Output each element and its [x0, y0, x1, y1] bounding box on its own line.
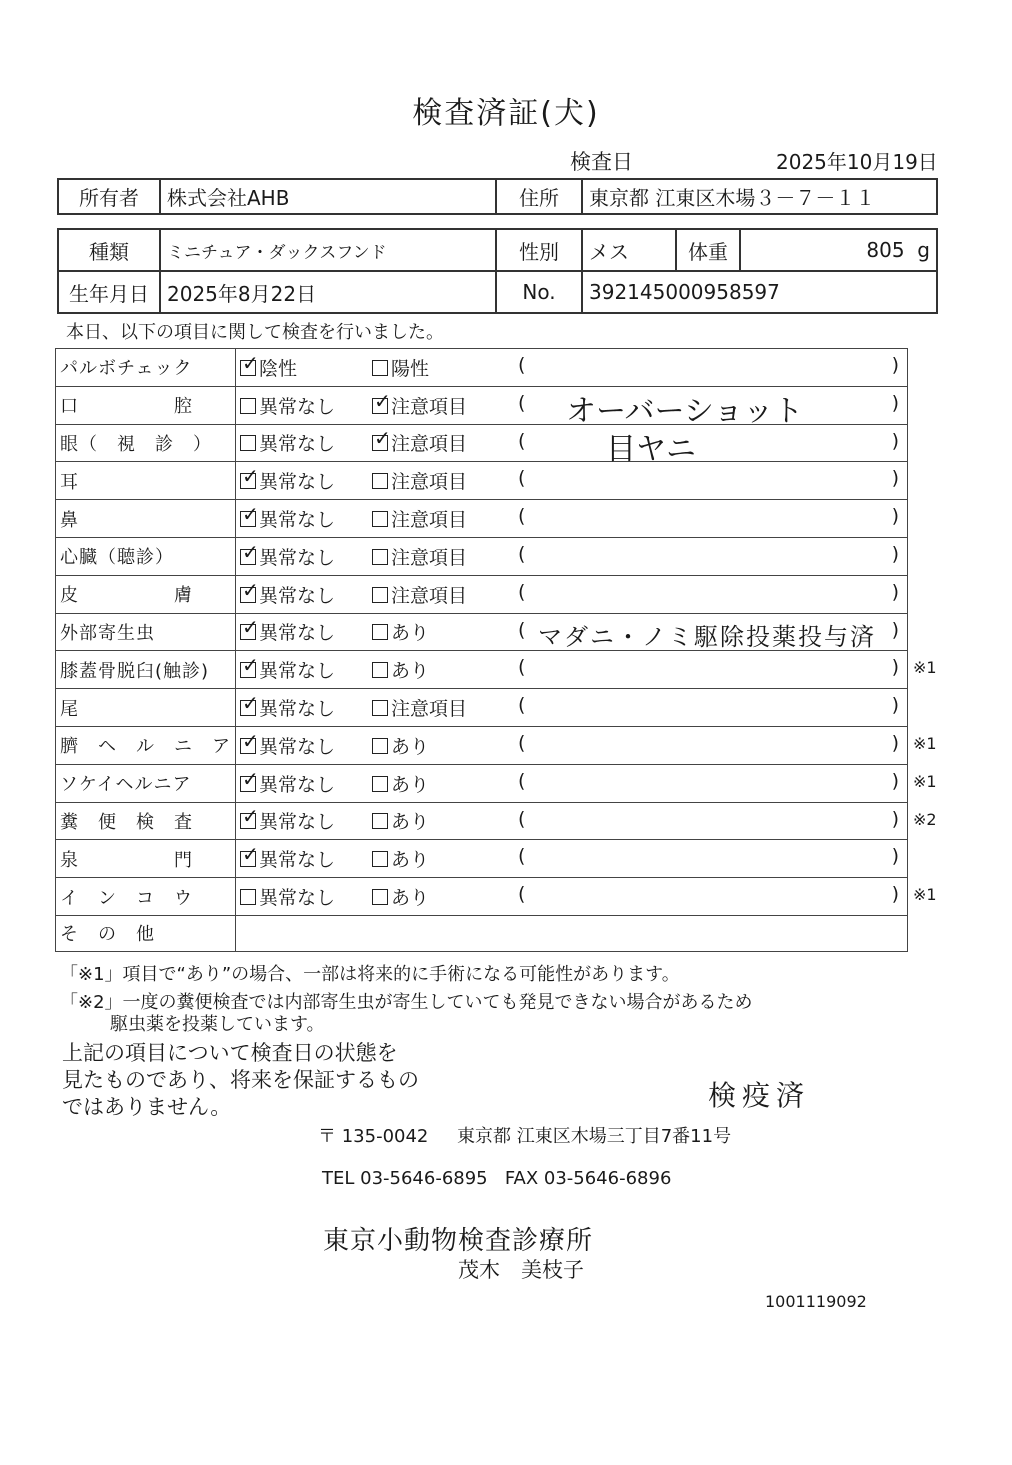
handwritten-eye-note: 目ヤニ — [606, 432, 696, 467]
checkup-options — [236, 575, 515, 613]
checkup-item-label: 臍 ヘ ル ニ ア — [56, 726, 236, 764]
checkup-options — [236, 613, 515, 651]
open-paren: ( — [518, 391, 526, 414]
other-notes-cell — [236, 915, 908, 951]
checkup-row — [56, 840, 908, 878]
checkup-item-label: パルボチェック — [56, 349, 236, 387]
open-paren: ( — [518, 354, 526, 376]
checkup-item-label: イ ン コ ウ — [56, 878, 236, 916]
checkup-option-label: 異常なし — [259, 622, 336, 645]
weight-value: 805 — [866, 238, 905, 262]
checkup-option-label: 陰性 — [259, 357, 298, 380]
number-value: 392145000958597 — [582, 271, 937, 313]
close-paren: ) — [891, 580, 899, 603]
document-title: 検査済証(犬) — [412, 96, 600, 131]
checkbox-icon[interactable] — [240, 738, 256, 754]
checkbox-icon[interactable] — [240, 662, 256, 678]
checkup-options — [236, 651, 515, 689]
checkup-option-2 — [372, 354, 502, 381]
close-paren: ) — [891, 845, 899, 868]
checkup-row — [56, 462, 908, 500]
close-paren: ) — [891, 618, 899, 641]
checkup-note — [514, 689, 908, 727]
close-paren: ) — [891, 883, 899, 906]
checkup-item-label: ソケイヘルニア — [56, 764, 236, 802]
checkup-item-label: 口 腔 — [56, 386, 236, 424]
checkup-note — [514, 613, 908, 651]
address-value: 東京都 江東区木場３－７－１１ — [582, 179, 937, 214]
checkbox-icon[interactable] — [240, 889, 256, 905]
checkup-option-2 — [372, 656, 502, 683]
checkbox-icon[interactable] — [372, 435, 388, 451]
checkup-options — [236, 500, 515, 538]
checkup-option-1 — [240, 354, 372, 381]
checkup-row — [56, 878, 908, 916]
open-paren: ( — [518, 429, 526, 452]
checkup-option-1 — [240, 467, 372, 494]
open-paren: ( — [518, 883, 526, 906]
checkup-option-2 — [372, 429, 502, 456]
breed-label: 種類 — [58, 229, 160, 271]
checkbox-icon[interactable] — [240, 473, 256, 489]
checkup-note — [514, 878, 908, 916]
close-paren: ) — [891, 694, 899, 717]
footnote-mark: ※2 — [913, 810, 937, 829]
checkup-item-label: 膝蓋骨脱臼(触診) — [56, 651, 236, 689]
checkup-option-2 — [372, 467, 502, 494]
checkup-option-label: 注意項目 — [391, 433, 468, 456]
checkup-option-2 — [372, 543, 502, 570]
owner-label: 所有者 — [58, 179, 160, 214]
checkup-options — [236, 462, 515, 500]
contact-line — [322, 1168, 671, 1189]
checkup-option-label: 注意項目 — [391, 698, 468, 721]
checkbox-icon[interactable] — [372, 398, 388, 414]
close-paren: ) — [891, 354, 899, 376]
checkup-option-label: 異常なし — [259, 773, 336, 796]
checkup-option-label: 異常なし — [259, 509, 336, 532]
checkup-option-label: 異常なし — [259, 887, 336, 910]
checkup-note — [514, 500, 908, 538]
checkbox-icon[interactable] — [372, 587, 388, 603]
open-paren: ( — [518, 505, 526, 528]
checkbox-icon[interactable] — [240, 624, 256, 640]
checkup-options — [236, 764, 515, 802]
checkbox-icon[interactable] — [240, 549, 256, 565]
checkup-option-label: 注意項目 — [391, 546, 468, 569]
checkup-option-2 — [372, 845, 502, 872]
close-paren: ) — [891, 731, 899, 754]
checkup-option-1 — [240, 581, 372, 608]
checkbox-icon[interactable] — [240, 587, 256, 603]
checkbox-icon[interactable] — [372, 662, 388, 678]
number-label: No. — [496, 271, 582, 313]
checkup-option-label: あり — [391, 735, 430, 758]
checkup-options — [236, 840, 515, 878]
open-paren: ( — [518, 845, 526, 868]
open-paren: ( — [518, 769, 526, 792]
checkup-option-label: 異常なし — [259, 698, 336, 721]
checkup-option-label: 注意項目 — [391, 395, 468, 418]
fax-number: FAX 03-5646-6896 — [504, 1168, 672, 1189]
checkup-row — [56, 575, 908, 613]
checkup-option-2 — [372, 618, 502, 645]
checkbox-icon[interactable] — [240, 360, 256, 376]
checkup-row — [56, 689, 908, 727]
open-paren: ( — [518, 807, 526, 830]
checkup-option-1 — [240, 883, 372, 910]
checkbox-icon[interactable] — [240, 813, 256, 829]
checkup-option-2 — [372, 807, 502, 834]
checkup-options — [236, 878, 515, 916]
disclaimer-line-3: ではありません。 — [62, 1095, 232, 1119]
checkup-row — [56, 764, 908, 802]
checkup-row — [56, 500, 908, 538]
checkup-option-2 — [372, 883, 502, 910]
birth-label: 生年月日 — [58, 271, 160, 313]
checkup-note — [514, 462, 908, 500]
animal-table — [57, 228, 938, 314]
checkup-item-label: 心臓（聴診） — [56, 537, 236, 575]
checkup-option-label: 異常なし — [259, 660, 336, 683]
checkup-table — [55, 348, 908, 952]
checkup-option-1 — [240, 429, 372, 456]
checkbox-icon[interactable] — [372, 776, 388, 792]
checkbox-icon[interactable] — [240, 700, 256, 716]
checkup-option-2 — [372, 392, 502, 419]
checkup-row — [56, 802, 908, 840]
checkup-row — [56, 915, 908, 951]
checkup-item-label: 皮 膚 — [56, 575, 236, 613]
checkbox-icon[interactable] — [372, 889, 388, 905]
checkup-option-label: 注意項目 — [391, 509, 468, 532]
checkup-item-label: 尾 — [56, 689, 236, 727]
clinic-address: 東京都 江東区木場三丁目7番11号 — [457, 1126, 732, 1147]
checkup-option-1 — [240, 732, 372, 759]
checkup-option-label: あり — [391, 811, 430, 834]
checkbox-icon[interactable] — [240, 851, 256, 867]
footnote-mark: ※1 — [913, 734, 937, 753]
checkup-note — [514, 726, 908, 764]
inspection-date-label: 検査日 — [570, 150, 633, 174]
checkup-row — [56, 651, 908, 689]
checkup-options — [236, 386, 515, 424]
checkbox-icon[interactable] — [240, 776, 256, 792]
checkup-option-1 — [240, 505, 372, 532]
checkup-item-label: そ の 他 — [56, 915, 236, 951]
checkup-option-label: 異常なし — [259, 433, 336, 456]
checkup-option-2 — [372, 505, 502, 532]
checkup-row — [56, 613, 908, 651]
checkup-option-1 — [240, 618, 372, 645]
serial-number: 1001119092 — [765, 1292, 867, 1311]
handwritten-oral-note: オーバーショット — [566, 394, 804, 429]
weight-cell — [740, 229, 937, 271]
checkup-option-label: 異常なし — [259, 849, 336, 872]
checkup-option-label: 異常なし — [259, 471, 336, 494]
checkup-note — [514, 802, 908, 840]
checkup-option-label: 陽性 — [391, 357, 430, 380]
open-paren: ( — [518, 542, 526, 565]
disclaimer-line-1: 上記の項目について検査日の状態を — [62, 1041, 398, 1065]
close-paren: ) — [891, 505, 899, 528]
checkup-option-label: あり — [391, 622, 430, 645]
disclaimer — [62, 1040, 419, 1121]
footnote-mark: ※1 — [913, 658, 937, 677]
checkup-option-label: 異常なし — [259, 735, 336, 758]
open-paren: ( — [518, 656, 526, 679]
checkup-note-text: マダニ・ノミ駆除投薬投与済 — [538, 622, 876, 651]
checkbox-icon[interactable] — [240, 435, 256, 451]
checkbox-icon[interactable] — [240, 511, 256, 527]
close-paren: ) — [891, 391, 899, 414]
weight-unit: g — [917, 238, 930, 262]
checkup-options — [236, 802, 515, 840]
close-paren: ) — [891, 429, 899, 452]
checkup-options — [236, 689, 515, 727]
checkbox-icon[interactable] — [372, 624, 388, 640]
checkup-options — [236, 349, 515, 387]
address-label: 住所 — [496, 179, 582, 214]
checkup-item-label: 外部寄生虫 — [56, 613, 236, 651]
breed-value: ミニチュア・ダックスフンド — [160, 229, 496, 271]
owner-table — [57, 178, 938, 215]
checkup-note — [514, 575, 908, 613]
close-paren: ) — [891, 769, 899, 792]
checkup-option-1 — [240, 694, 372, 721]
checkup-option-2 — [372, 581, 502, 608]
postal-code: 〒 135-0042 — [318, 1126, 429, 1147]
inspection-date: 2025年10月19日 — [776, 150, 938, 174]
checkup-options — [236, 537, 515, 575]
close-paren: ) — [891, 467, 899, 490]
checkbox-icon[interactable] — [372, 360, 388, 376]
footnote-mark: ※1 — [913, 885, 937, 904]
checkup-row — [56, 726, 908, 764]
checkup-option-label: あり — [391, 849, 430, 872]
checkup-option-2 — [372, 770, 502, 797]
checkbox-icon[interactable] — [372, 473, 388, 489]
checkup-option-label: あり — [391, 660, 430, 683]
close-paren: ) — [891, 542, 899, 565]
intro-text: 本日、以下の項目に関して検査を行いました。 — [66, 322, 444, 343]
weight-label: 体重 — [676, 229, 740, 271]
checkup-options — [236, 424, 515, 462]
footnote-2b: 駆虫薬を投薬しています。 — [110, 1014, 325, 1035]
open-paren: ( — [518, 618, 526, 641]
checkup-option-label: 注意項目 — [391, 584, 468, 607]
checkup-option-1 — [240, 392, 372, 419]
close-paren: ) — [891, 807, 899, 830]
footnote-1: 「※1」項目で“あり”の場合、一部は将来的に手術になる可能性があります。 — [60, 964, 680, 985]
open-paren: ( — [518, 694, 526, 717]
owner-value: 株式会社AHB — [160, 179, 496, 214]
checkup-item-label: 鼻 — [56, 500, 236, 538]
checkup-note — [514, 537, 908, 575]
checkup-option-1 — [240, 770, 372, 797]
sex-label: 性別 — [496, 229, 582, 271]
footnote-2a: 「※2」一度の糞便検査では内部寄生虫が寄生していても発見できない場合があるため — [60, 992, 753, 1013]
close-paren: ) — [891, 656, 899, 679]
checkup-option-label: 異常なし — [259, 811, 336, 834]
checkup-note — [514, 840, 908, 878]
checkbox-icon[interactable] — [372, 738, 388, 754]
checkbox-icon[interactable] — [372, 851, 388, 867]
checkup-option-1 — [240, 807, 372, 834]
checkup-note — [514, 764, 908, 802]
checkup-option-1 — [240, 543, 372, 570]
checkup-option-1 — [240, 845, 372, 872]
tel-number: TEL 03-5646-6895 — [322, 1168, 488, 1189]
checkbox-icon[interactable] — [372, 511, 388, 527]
checkup-option-2 — [372, 732, 502, 759]
checkup-row — [56, 349, 908, 387]
checkup-option-2 — [372, 694, 502, 721]
checkup-item-label: 眼（ 視 診 ） — [56, 424, 236, 462]
birth-value: 2025年8月22日 — [160, 271, 496, 313]
checkup-option-label: あり — [391, 773, 430, 796]
clinic-name: 東京小動物検査診療所 — [323, 1226, 594, 1256]
checkup-option-label: 注意項目 — [391, 471, 468, 494]
checkup-options — [236, 726, 515, 764]
checkup-option-label: 異常なし — [259, 395, 336, 418]
quarantine-stamp: 検疫済 — [708, 1079, 811, 1112]
checkup-item-label: 耳 — [56, 462, 236, 500]
checkup-item-label: 泉 門 — [56, 840, 236, 878]
open-paren: ( — [518, 580, 526, 603]
open-paren: ( — [518, 731, 526, 754]
checkup-option-label: 異常なし — [259, 546, 336, 569]
checkup-option-1 — [240, 656, 372, 683]
checkup-note — [514, 651, 908, 689]
checkup-option-label: あり — [391, 887, 430, 910]
open-paren: ( — [518, 467, 526, 490]
checkbox-icon[interactable] — [372, 813, 388, 829]
responsible-person: 茂木 美枝子 — [458, 1258, 584, 1282]
checkbox-icon[interactable] — [372, 700, 388, 716]
footnote-mark: ※1 — [913, 772, 937, 791]
checkbox-icon[interactable] — [240, 398, 256, 414]
disclaimer-line-2: 見たものであり、将来を保証するもの — [62, 1068, 419, 1092]
checkup-note — [514, 349, 908, 387]
clinic-address-line — [318, 1122, 731, 1148]
checkup-item-label: 糞 便 検 査 — [56, 802, 236, 840]
sex-value: メス — [582, 229, 676, 271]
checkup-row — [56, 537, 908, 575]
checkup-option-label: 異常なし — [259, 584, 336, 607]
checkbox-icon[interactable] — [372, 549, 388, 565]
